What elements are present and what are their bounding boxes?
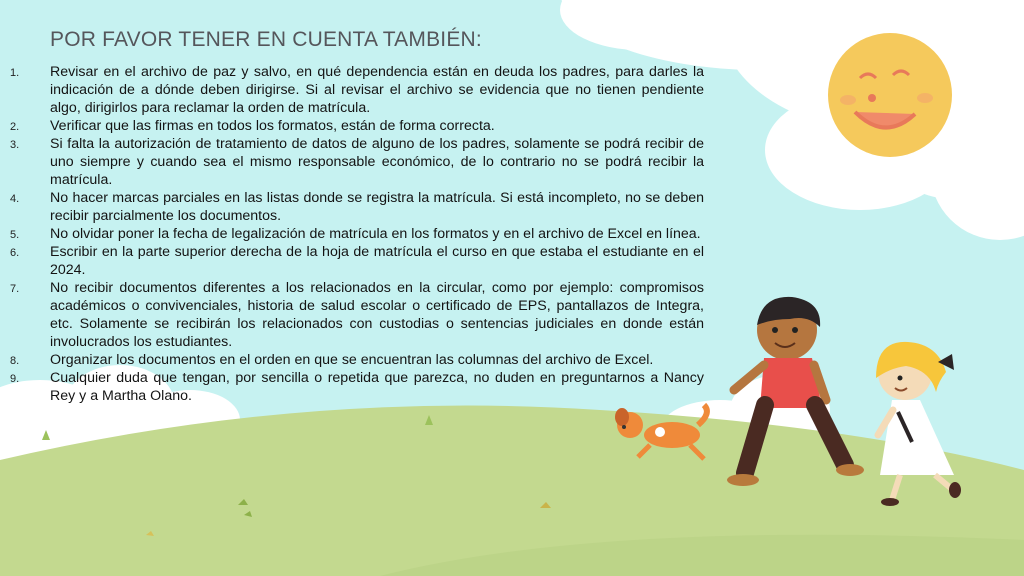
list-item-number: 8. — [10, 355, 20, 367]
list-item-number: 3. — [10, 139, 20, 151]
list-item-text: Cualquier duda que tengan, por sencilla o repetida que parezca, no duden en preguntarnos a Nancy Rey y a Martha Olano. — [50, 370, 704, 404]
list-item-number: 9. — [10, 373, 20, 385]
list-item-text: Verificar que las firmas en todos los formatos, están de forma correcta. — [50, 118, 495, 134]
list-item — [10, 225, 704, 243]
list-item — [10, 117, 704, 135]
list-item-text: No recibir documentos diferentes a los relacionados en la circular, como por ejemplo: compromisos académicos o convivenciales, historia de salud escolar o certificado de EPS, pantallazos de Integra, etc. Solamente se recibirán los relacionados con custodias o sentencias judiciales en donde están involucrados los estudiantes. — [50, 280, 704, 350]
list-item-number: 5. — [10, 229, 20, 241]
list-item — [10, 63, 704, 117]
list-item-number: 7. — [10, 283, 20, 295]
list-item-text: No olvidar poner la fecha de legalización de matrícula en los formatos y en el archivo de Excel en línea. — [50, 226, 701, 242]
list-item-text: Revisar en el archivo de paz y salvo, en qué dependencia están en deuda los padres, para darles la indicación de a dónde deben dirigirse. Si al revisar el archivo se evidencia que no tienen pendiente algo, dirigirlos para reclamar la orden de matrícula. — [50, 64, 704, 116]
list-item — [10, 243, 704, 279]
list-item-text: Si falta la autorización de tratamiento de datos de alguno de los padres, solamente se podrá recibir de uno siempre y cuando sea el mismo responsable económico, de lo contrario no se podrá recibir la matrícula. — [50, 136, 704, 188]
list-item — [10, 369, 704, 405]
list-item-number: 6. — [10, 247, 20, 259]
list-item — [10, 351, 704, 369]
list-item-number: 4. — [10, 193, 20, 205]
instructions-list — [10, 63, 704, 405]
page-title: POR FAVOR TENER EN CUENTA TAMBIÉN: — [50, 28, 482, 51]
list-item-text: Escribir en la parte superior derecha de la hoja de matrícula el curso en que estaba el estudiante en el 2024. — [50, 244, 704, 278]
list-item-text: No hacer marcas parciales en las listas donde se registra la matrícula. Si está incompleto, no se deben recibir parcialmente los documentos. — [50, 190, 704, 224]
list-item-number: 2. — [10, 121, 20, 133]
list-item — [10, 189, 704, 225]
sun-icon — [828, 33, 952, 157]
list-item-number: 1. — [10, 67, 20, 79]
list-item — [10, 135, 704, 189]
list-item-text: Organizar los documentos en el orden en que se encuentran las columnas del archivo de Excel. — [50, 352, 654, 368]
list-item — [10, 279, 704, 351]
